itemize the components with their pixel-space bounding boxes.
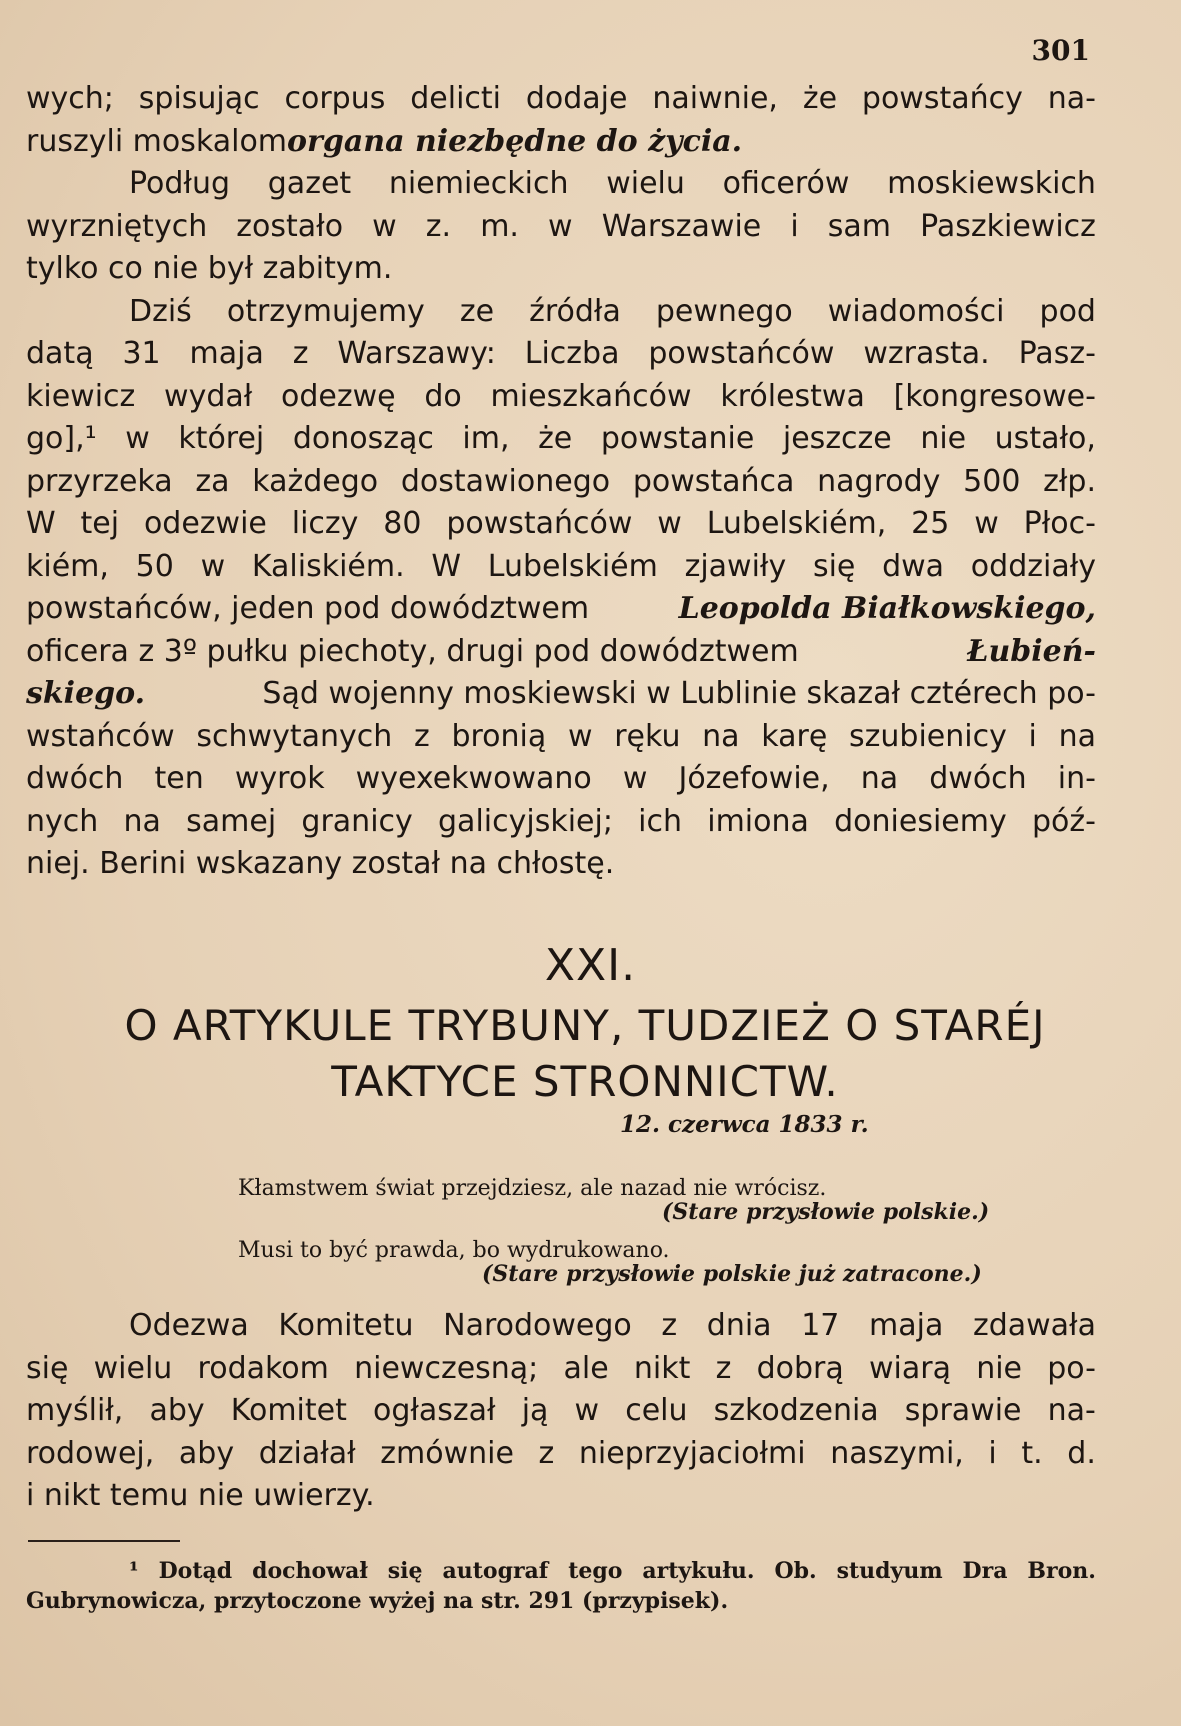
footnote-line: ¹ Dotąd dochował się autograf tego artykułu. Ob. studyum Dra Bron.	[129, 1558, 1096, 1584]
text-line: skiego. Sąd wojenny moskiewski w Lublinie skazał cztérech po-	[26, 673, 1096, 716]
motto-text: Kłamstwem świat przejdziesz, ale nazad nie wrócisz.	[238, 1176, 827, 1201]
chapter-number: XXI.	[544, 940, 637, 991]
text-line: się wielu rodakom niewczesną; ale nikt z dobrą wiarą nie po-	[26, 1350, 1096, 1386]
text-line: wyrzniętych zostało w z. m. w Warszawie i sam Paszkiewicz	[26, 208, 1096, 244]
text-line: ruszyli moskalom organa niezbędne do życia.	[26, 121, 1096, 164]
text-line: niej. Berini wskazany został na chłostę.	[26, 846, 615, 881]
body-text	[26, 78, 1096, 886]
text-line: dwóch ten wyrok wyexekwowano w Józefowie, na dwóch in-	[26, 761, 1096, 796]
text-line: nych na samej granicy galicyjskiej; ich imiona doniesiemy póź-	[26, 803, 1096, 839]
footnote-line: Gubrynowicza, przytoczone wyżej na str. 291 (przypisek).	[26, 1588, 729, 1614]
motto-source: (Stare przysłowie polskie już zatracone.)	[482, 1261, 982, 1287]
footnote	[26, 1556, 1096, 1616]
text-line: go],¹ w której donosząc im, że powstanie jeszcze nie ustało,	[26, 421, 1096, 456]
body-text	[26, 1305, 1096, 1518]
text-line: rodowej, aby działał zmównie z nieprzyjaciołmi naszymi, i t. d.	[26, 1435, 1096, 1471]
text-line: wych; spisując corpus delicti dodaje naiwnie, że powstańcy na-	[26, 81, 1096, 116]
text-line: tylko co nie był zabitym.	[26, 251, 393, 286]
italic-phrase: Łubień-	[967, 633, 1096, 669]
text-line: datą 31 maja z Warszawy: Liczba powstańców wzrasta. Pasz-	[26, 336, 1096, 371]
text-line: Dziś otrzymujemy ze źródła pewnego wiadomości pod	[129, 293, 1096, 329]
chapter-date: 12. czerwca 1833 r.	[620, 1111, 869, 1138]
text-line: Podług gazet niemieckich wielu oficerów moskiewskich	[129, 166, 1096, 201]
text-line: kiewicz wydał odezwę do mieszkańców królestwa [kongresowe-	[26, 378, 1096, 414]
chapter-title	[40, 998, 1130, 1110]
italic-phrase: organa niezbędne do życia.	[287, 123, 743, 159]
text-line: kiém, 50 w Kaliskiém. W Lubelskiém zjawiły się dwa oddziały	[26, 548, 1096, 584]
text-line: W tej odezwie liczy 80 powstańców w Lubelskiém, 25 w Płoc-	[26, 506, 1096, 541]
text-line: i nikt temu nie uwierzy.	[26, 1478, 375, 1513]
text-line: powstańców, jeden pod dowództwem Leopolda Białkowskiego,	[26, 588, 1096, 631]
motto-text: Musi to być prawda, bo wydrukowano.	[238, 1238, 670, 1263]
text-line: przyrzeka za każdego dostawionego powstańca nagrody 500 złp.	[26, 463, 1096, 499]
text-line: wstańców schwytanych z bronią w ręku na karę szubienicy i na	[26, 718, 1096, 754]
text-line: Odezwa Komitetu Narodowego z dnia 17 maja zdawała	[129, 1308, 1096, 1343]
text-line: myślił, aby Komitet ogłaszał ją w celu szkodzenia sprawie na-	[26, 1393, 1096, 1428]
footnote-divider	[28, 1540, 180, 1542]
italic-phrase: Leopolda Białkowskiego,	[678, 591, 1096, 626]
italic-phrase: skiego.	[26, 676, 146, 711]
chapter-title-line: TAKTYCE STRONNICTW.	[331, 1057, 839, 1106]
page-number: 301	[1031, 34, 1090, 67]
motto-source: (Stare przysłowie polskie.)	[662, 1199, 990, 1225]
text-line: oficera z 3º pułku piechoty, drugi pod dowództwem Łubień-	[26, 631, 1096, 674]
chapter-title-line: O ARTYKULE TRYBUNY, TUDZIEŻ O STARÉJ	[124, 1001, 1046, 1050]
